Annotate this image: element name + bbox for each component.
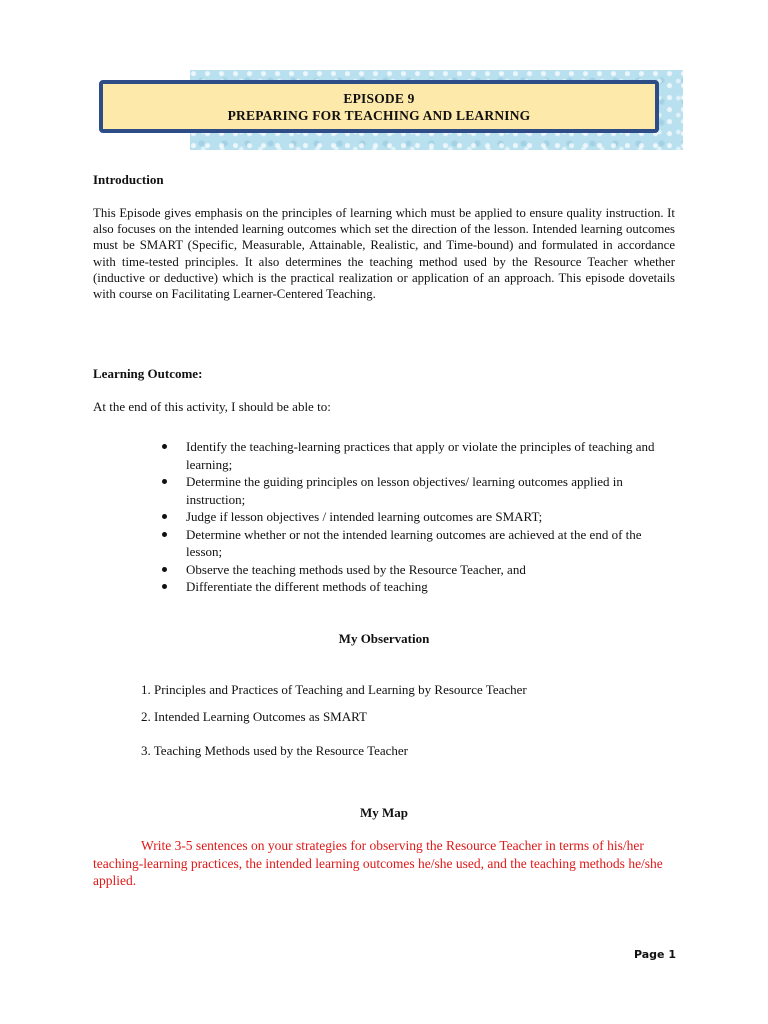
- map-heading: My Map: [359, 805, 409, 820]
- observation-item-2: 2. Intended Learning Outcomes as SMART: [141, 709, 367, 724]
- page-number: Page 1: [633, 948, 676, 961]
- learning-outcome-lead: At the end of this activity, I should be able to:: [93, 399, 331, 414]
- list-item: Observe the teaching methods used by the Resource Teacher, and: [160, 561, 680, 579]
- list-item: Differentiate the different methods of teaching: [160, 578, 680, 596]
- map-instructions: [93, 837, 683, 890]
- episode-number: EPISODE 9: [343, 90, 415, 106]
- list-item: Determine whether or not the intended learning outcomes are achieved at the end of the lesson;: [160, 526, 680, 561]
- introduction-heading: Introduction: [93, 172, 164, 187]
- list-item: Determine the guiding principles on lesson objectives/ learning outcomes applied in instruction;: [160, 473, 680, 508]
- list-item: Identify the teaching-learning practices that apply or violate the principles of teaching and learning;: [160, 438, 680, 473]
- learning-outcome-list: [160, 438, 680, 596]
- map-instructions-text: Write 3-5 sentences on your strategies for observing the Resource Teacher in terms of his/her teaching-learning practices, the intended learning outcomes he/she used, and the teaching methods he/she applied.: [93, 838, 663, 888]
- episode-banner: [99, 80, 659, 133]
- episode-title: PREPARING FOR TEACHING AND LEARNING: [227, 107, 531, 123]
- observation-item-1: 1. Principles and Practices of Teaching and Learning by Resource Teacher: [141, 682, 527, 697]
- introduction-text: This Episode gives emphasis on the principles of learning which must be applied to ensure quality instruction. It also focuses on the intended learning outcomes which set the direction of the lesson. Intended learning outcomes must be SMART (Specific, Measurable, Attainable, Realistic, and Time-bound) and formulated in accordance with time-tested principles. It also determines the teaching method used by the Resource Teacher whether (inductive or deductive) which is the practical realization or application of an approach. This episode dovetails with course on Facilitating Learner-Centered Teaching.: [93, 206, 675, 302]
- observation-item-3: 3. Teaching Methods used by the Resource Teacher: [141, 743, 409, 758]
- learning-outcome-heading: Learning Outcome:: [93, 366, 203, 381]
- observation-heading: My Observation: [338, 631, 430, 646]
- list-item: Judge if lesson objectives / intended learning outcomes are SMART;: [160, 508, 680, 526]
